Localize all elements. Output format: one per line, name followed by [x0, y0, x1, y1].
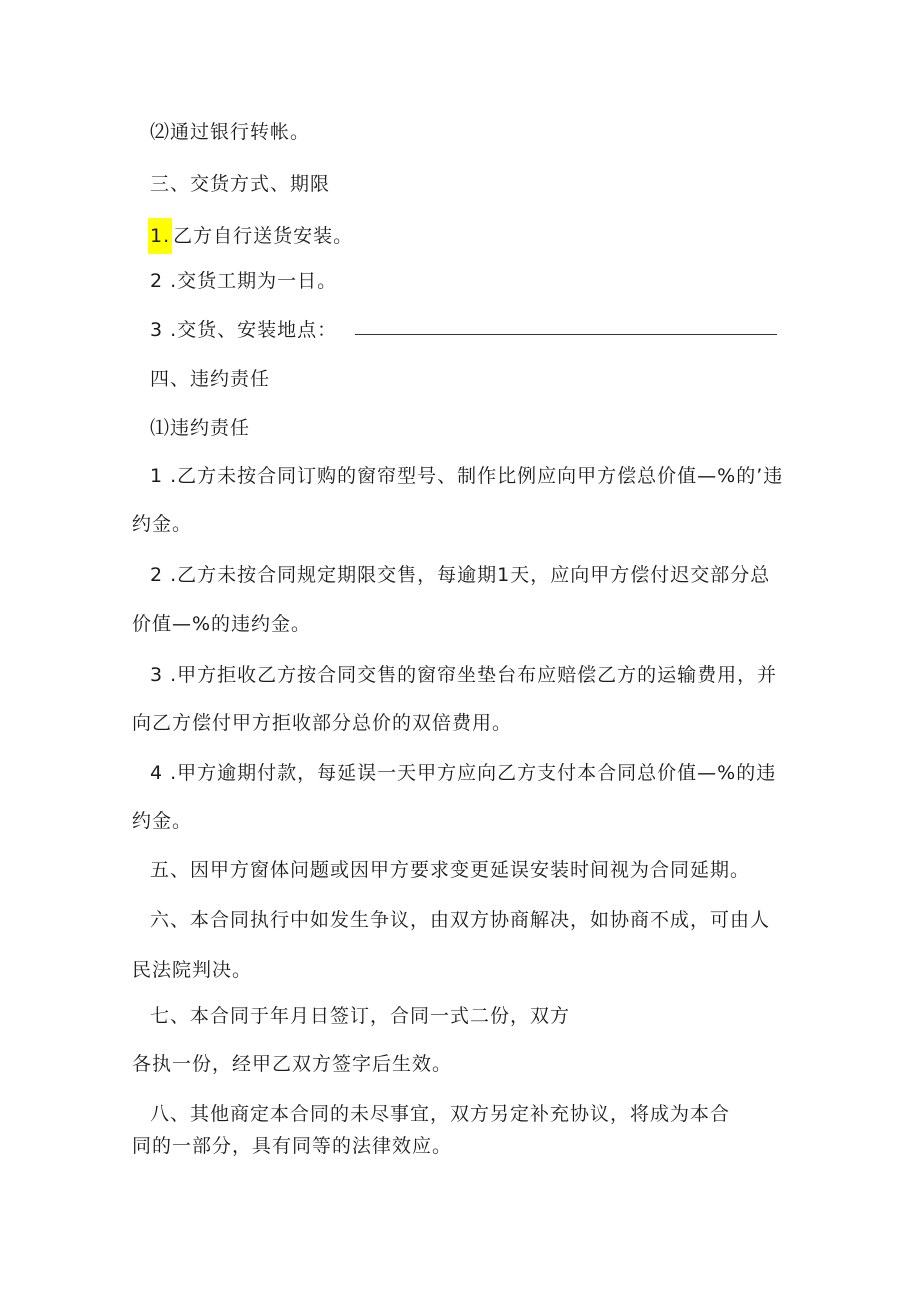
section-3-heading: 三、交货方式、期限	[150, 173, 331, 195]
breach-item-4: 4 .甲方逾期付款，每延误一天甲方应向乙方支付本合同总价值—%的违	[150, 762, 777, 784]
breach-item-3: 3 .甲方拒收乙方按合同交售的窗帘坐垫台布应赔偿乙方的运输费用，并	[150, 664, 778, 686]
breach-item-2-cont: 价值—%的违约金。	[132, 613, 312, 635]
delivery-item-3-label: 3 .交货、安装地点：	[150, 319, 338, 341]
breach-item-1-cont: 约金。	[132, 513, 193, 535]
delivery-item-1	[150, 218, 353, 254]
delivery-item-2: 2 .交货工期为一日。	[150, 270, 338, 292]
subsection-heading: ⑴违约责任	[150, 417, 251, 439]
section-4-heading: 四、违约责任	[150, 368, 271, 390]
section-6: 六、本合同执行中如发生争议，由双方协商解决，如协商不成，可由人	[150, 909, 771, 931]
delivery-item-3	[150, 316, 777, 344]
section-7-cont: 各执一份，经甲乙双方签字后生效。	[132, 1053, 453, 1075]
breach-item-1: 1 .乙方未按合同订购的窗帘型号、制作比例应向甲方偿总价值—%的’违	[150, 465, 784, 487]
delivery-item-1-text: 乙方自行送货安装。	[173, 225, 354, 247]
highlighted-number: 1.	[148, 218, 172, 254]
section-7: 七、本合同于年月日签订，合同一式二份，双方	[150, 1005, 571, 1027]
breach-item-3-cont: 向乙方偿付甲方拒收部分总价的双倍费用。	[132, 712, 513, 734]
section-5: 五、因甲方窗体问题或因甲方要求变更延误安装时间视为合同延期。	[150, 859, 751, 881]
address-blank-line	[355, 316, 777, 335]
breach-item-4-cont: 约金。	[132, 810, 193, 832]
section-8-cont: 同的一部分，具有同等的法律效应。	[132, 1135, 453, 1157]
breach-item-2: 2 .乙方未按合同规定期限交售，每逾期1天，应向甲方偿付迟交部分总	[150, 564, 771, 586]
payment-method-item-2: ⑵通过银行转帐。	[150, 121, 311, 143]
section-6-cont: 民法院判决。	[132, 959, 253, 981]
section-8: 八、其他商定本合同的未尽事宜，双方另定补充协议，将成为本合	[150, 1103, 731, 1125]
